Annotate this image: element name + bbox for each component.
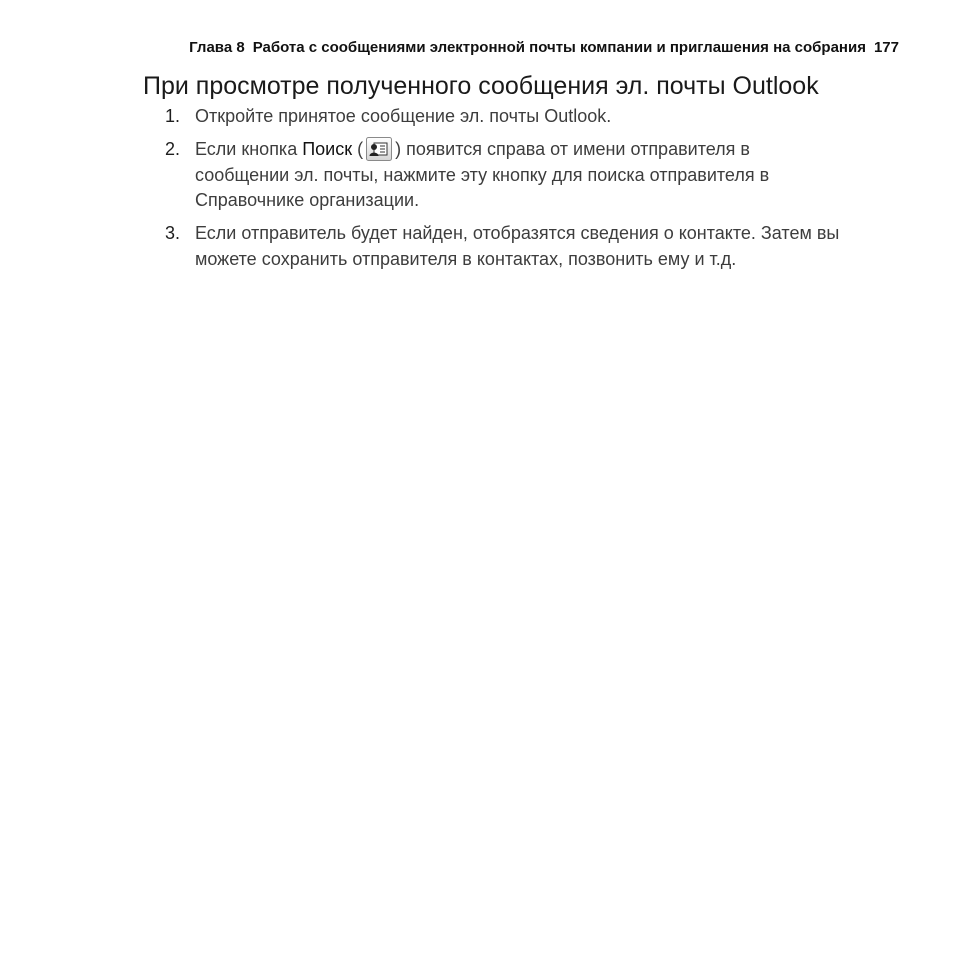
step-line: Откройте принятое сообщение эл. почты Outlook. xyxy=(195,106,612,126)
step-line: можете сохранить отправителя в контактах, позвонить ему и т.д. xyxy=(195,248,737,269)
chapter-label: Глава 8 xyxy=(189,39,245,56)
step-number: 1. xyxy=(165,106,181,126)
step-text-suffix: ) появится справа от имени отправителя в xyxy=(395,139,750,159)
running-header xyxy=(189,39,899,57)
step-number: 2. xyxy=(165,139,181,159)
step-text xyxy=(195,104,611,130)
step-line: Справочнике организации. xyxy=(195,190,420,210)
find-contact-icon xyxy=(366,137,392,161)
step-line: Если отправитель будет найден, отобразятся сведения о контакте. Затем вы xyxy=(195,223,840,243)
step-line xyxy=(195,137,769,163)
section-heading: При просмотре полученного сообщения эл. почты Outlook xyxy=(143,72,819,100)
step-text xyxy=(195,137,769,214)
step-line: сообщении эл. почты, нажмите эту кнопку для поиска отправителя в xyxy=(195,164,770,185)
paren-open: ( xyxy=(352,139,364,159)
step-text-prefix: Если кнопка xyxy=(195,139,303,159)
page-number: 177 xyxy=(873,39,899,56)
step-text xyxy=(195,221,839,272)
button-name-term: Поиск xyxy=(302,139,353,159)
step-number: 3. xyxy=(165,223,181,243)
chapter-title: Работа с сообщениями электронной почты компании и приглашения на собрания xyxy=(252,39,866,56)
